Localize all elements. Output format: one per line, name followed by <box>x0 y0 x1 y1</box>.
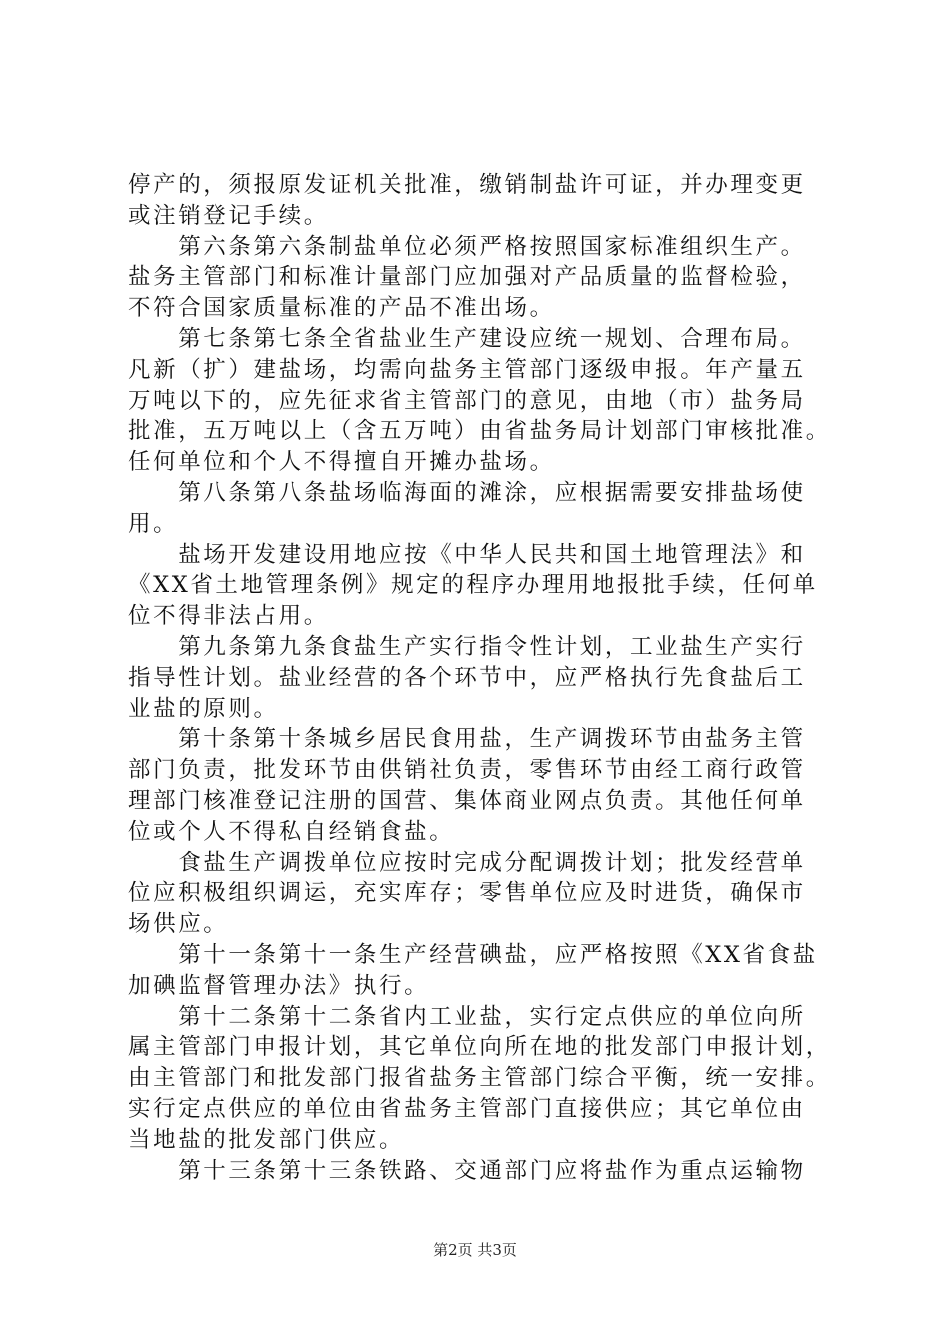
text-line: 位应积极组织调运，充实库存；零售单位应及时进货，确保市 <box>128 880 806 907</box>
text-line: 批准，五万吨以上（含五万吨）由省盐务局计划部门审核批准。 <box>128 418 831 445</box>
text-line: 停产的，须报原发证机关批准，缴销制盐许可证，并办理变更 <box>128 172 806 198</box>
text-line: 不符合国家质量标准的产品不准出场。 <box>128 295 555 322</box>
text-line: 第八条第八条盐场临海面的滩涂，应根据需要安排盐场使 <box>128 479 806 506</box>
text-line: 场供应。 <box>128 911 229 938</box>
text-line: 万吨以下的，应先征求省主管部门的意见，由地（市）盐务局 <box>128 387 806 414</box>
text-line: 《XX省土地管理条例》规定的程序办理用地报批手续，任何单 <box>128 572 818 599</box>
text-line: 任何单位和个人不得擅自开摊办盐场。 <box>128 449 555 476</box>
text-line: 加碘监督管理办法》执行。 <box>128 972 430 999</box>
text-line: 第九条第九条食盐生产实行指令性计划，工业盐生产实行 <box>128 633 806 660</box>
text-line: 第十一条第十一条生产经营碘盐，应严格按照《XX省食盐 <box>128 941 818 968</box>
text-line: 第七条第七条全省盐业生产建设应统一规划、合理布局。 <box>128 325 806 352</box>
text-line: 或注销登记手续。 <box>128 202 329 229</box>
text-line: 当地盐的批发部门供应。 <box>128 1126 405 1153</box>
text-line: 位或个人不得私自经销食盐。 <box>128 818 455 845</box>
text-line: 部门负责，批发环节由供销社负责，零售环节由经工商行政管 <box>128 757 806 784</box>
text-line: 第十二条第十二条省内工业盐，实行定点供应的单位向所 <box>128 1003 806 1030</box>
text-line: 食盐生产调拨单位应按时完成分配调拨计划；批发经营单 <box>128 849 806 876</box>
text-line: 指导性计划。盐业经营的各个环节中，应严格执行先食盐后工 <box>128 664 806 691</box>
text-line: 由主管部门和批发部门报省盐务主管部门综合平衡，统一安排。 <box>128 1065 831 1092</box>
text-line: 第十三条第十三条铁路、交通部门应将盐作为重点运输物 <box>128 1157 806 1184</box>
text-line: 位不得非法占用。 <box>128 603 329 630</box>
text-line: 第六条第六条制盐单位必须严格按照国家标准组织生产。 <box>128 233 806 260</box>
text-line: 盐务主管部门和标准计量部门应加强对产品质量的监督检验， <box>128 264 806 291</box>
text-line: 第十条第十条城乡居民食用盐，生产调拨环节由盐务主管 <box>128 726 806 753</box>
document-body <box>128 170 838 1186</box>
text-line: 盐场开发建设用地应按《中华人民共和国土地管理法》和 <box>128 541 806 568</box>
text-line: 凡新（扩）建盐场，均需向盐务主管部门逐级申报。年产量五 <box>128 356 806 383</box>
text-line: 业盐的原则。 <box>128 695 279 722</box>
text-line: 用。 <box>128 510 179 537</box>
text-line: 实行定点供应的单位由省盐务主管部门直接供应；其它单位由 <box>128 1095 806 1122</box>
page-footer: 第2页 共3页 <box>433 1241 517 1259</box>
text-line: 理部门核准登记注册的国营、集体商业网点负责。其他任何单 <box>128 787 806 814</box>
text-line: 属主管部门申报计划，其它单位向所在地的批发部门申报计划， <box>128 1034 831 1061</box>
